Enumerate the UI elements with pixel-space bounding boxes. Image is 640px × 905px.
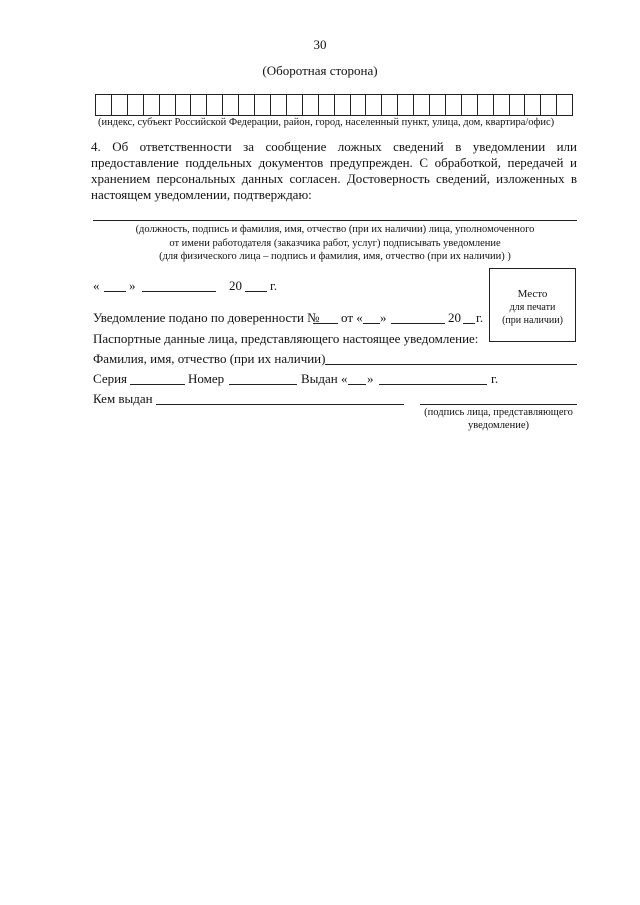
declaration-paragraph: 4. Об ответственности за сообщение ложных сведений в уведомлении или предоставление поддельных документов предупрежден. С обработкой, передачей и хранением персональных данных согласен. Достоверность сведений, изложенных в настоящем уведомлении, подтверждаю: bbox=[91, 139, 577, 202]
proxy-month-field[interactable] bbox=[391, 323, 445, 324]
address-cell[interactable] bbox=[191, 95, 207, 115]
address-cell[interactable] bbox=[335, 95, 351, 115]
address-cell[interactable] bbox=[160, 95, 176, 115]
number-field[interactable] bbox=[229, 384, 297, 385]
side-title: (Оборотная сторона) bbox=[262, 63, 378, 78]
series-label: Серия bbox=[93, 371, 128, 386]
issued-by-field[interactable] bbox=[156, 404, 404, 405]
address-cell[interactable] bbox=[319, 95, 335, 115]
address-cell[interactable] bbox=[541, 95, 557, 115]
address-cell[interactable] bbox=[510, 95, 526, 115]
proxy-number-field[interactable] bbox=[313, 323, 338, 324]
rep-signature-caption-2: уведомление) bbox=[467, 420, 529, 431]
passport-heading: Паспортные данные лица, представляющего настоящее уведомление: bbox=[93, 331, 479, 346]
address-grid[interactable] bbox=[95, 94, 573, 116]
address-cell[interactable] bbox=[462, 95, 478, 115]
fio-label: Фамилия, имя, отчество (при их наличии) bbox=[93, 351, 326, 366]
page-number: 30 bbox=[313, 37, 327, 52]
issued-day-field[interactable] bbox=[348, 384, 366, 385]
signature-caption-3: (для физического лица – подпись и фамилия, имя, отчество (при их наличии) ) bbox=[159, 251, 511, 262]
address-cell[interactable] bbox=[478, 95, 494, 115]
date-month-field[interactable] bbox=[142, 291, 216, 292]
address-cell[interactable] bbox=[112, 95, 128, 115]
signature-caption-1: (должность, подпись и фамилия, имя, отчество (при их наличии) лица, уполномоченного bbox=[135, 224, 535, 235]
issued-close-quote: » bbox=[367, 371, 374, 386]
proxy-from-label: от « bbox=[341, 310, 363, 325]
rep-signature-line[interactable] bbox=[420, 404, 577, 405]
rep-signature-caption-1: (подпись лица, представляющего bbox=[424, 407, 573, 418]
address-cell[interactable] bbox=[96, 95, 112, 115]
stamp-label-2: для печати bbox=[509, 302, 556, 313]
proxy-label: Уведомление подано по доверенности № bbox=[93, 310, 320, 325]
address-caption: (индекс, субъект Российской Федерации, район, город, населенный пункт, улица, дом, квартира/офис) bbox=[98, 117, 555, 128]
address-cell[interactable] bbox=[414, 95, 430, 115]
address-cell[interactable] bbox=[128, 95, 144, 115]
issued-by-label: Кем выдан bbox=[93, 391, 153, 406]
date-year-prefix: 20 bbox=[229, 278, 242, 293]
issued-label: Выдан « bbox=[301, 371, 348, 386]
fio-field[interactable] bbox=[325, 364, 577, 365]
proxy-year-field[interactable] bbox=[463, 323, 475, 324]
address-cell[interactable] bbox=[287, 95, 303, 115]
address-cell[interactable] bbox=[255, 95, 271, 115]
address-cell[interactable] bbox=[398, 95, 414, 115]
address-cell[interactable] bbox=[239, 95, 255, 115]
number-label: Номер bbox=[188, 371, 225, 386]
address-cell[interactable] bbox=[525, 95, 541, 115]
proxy-year-prefix: 20 bbox=[448, 310, 461, 325]
proxy-close-quote: » bbox=[380, 310, 387, 325]
date-open-quote: « bbox=[93, 278, 100, 293]
date-day-field[interactable] bbox=[104, 291, 126, 292]
series-field[interactable] bbox=[130, 384, 185, 385]
address-cell[interactable] bbox=[351, 95, 367, 115]
proxy-year-suffix: г. bbox=[476, 310, 484, 325]
date-year-field[interactable] bbox=[245, 291, 267, 292]
address-cell[interactable] bbox=[494, 95, 510, 115]
address-cell[interactable] bbox=[557, 95, 572, 115]
proxy-day-field[interactable] bbox=[363, 323, 380, 324]
address-cell[interactable] bbox=[207, 95, 223, 115]
address-cell[interactable] bbox=[382, 95, 398, 115]
signature-line[interactable] bbox=[93, 220, 577, 221]
address-cell[interactable] bbox=[271, 95, 287, 115]
address-cell[interactable] bbox=[144, 95, 160, 115]
address-cell[interactable] bbox=[446, 95, 462, 115]
address-cell[interactable] bbox=[176, 95, 192, 115]
address-cell[interactable] bbox=[303, 95, 319, 115]
issued-year-suffix: г. bbox=[491, 371, 499, 386]
stamp-label-3: (при наличии) bbox=[502, 315, 563, 326]
stamp-label-1: Место bbox=[517, 288, 548, 300]
date-year-suffix: г. bbox=[270, 278, 278, 293]
address-cell[interactable] bbox=[223, 95, 239, 115]
date-close-quote: » bbox=[129, 278, 136, 293]
stamp-box bbox=[489, 268, 576, 342]
address-cell[interactable] bbox=[430, 95, 446, 115]
address-cell[interactable] bbox=[366, 95, 382, 115]
issued-date-field[interactable] bbox=[379, 384, 487, 385]
signature-caption-2: от имени работодателя (заказчика работ, услуг) подписывать уведомление bbox=[169, 238, 501, 249]
